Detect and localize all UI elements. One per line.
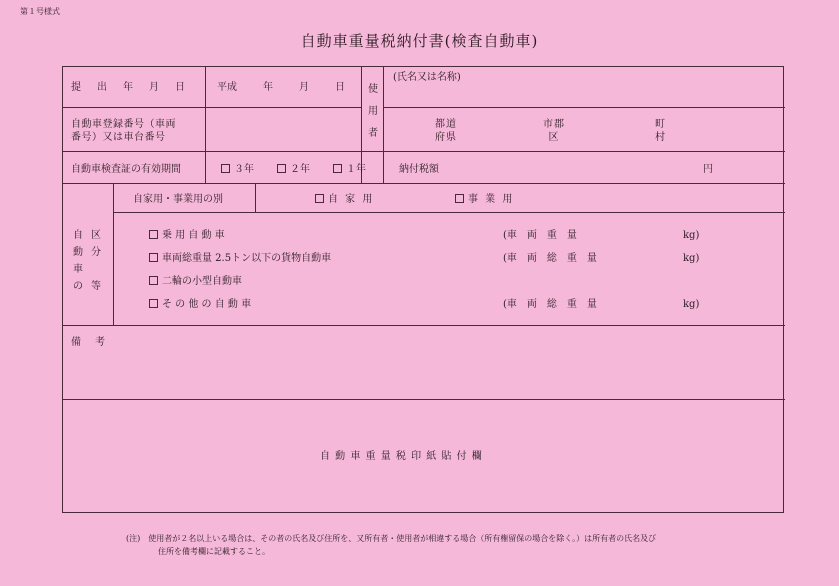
weight-unit: kg) — [683, 230, 700, 241]
era-label: 平成 — [217, 82, 237, 93]
divider — [383, 67, 384, 183]
note-prefix: (注) — [126, 534, 141, 543]
city-label — [543, 119, 565, 144]
registration-number-label — [71, 119, 176, 144]
category-char: 車 — [73, 264, 83, 275]
form-title: 自動車重量税納付書(検査自動車) — [300, 32, 539, 50]
user-name-hint: (氏名又は名称) — [393, 72, 461, 83]
divider — [63, 325, 785, 326]
vehicle-option-motorcycle[interactable] — [149, 276, 242, 289]
category-char — [89, 261, 103, 278]
validity-option-1y[interactable] — [333, 164, 366, 177]
footer-note-line2: 住所を備考欄に記載すること。 — [158, 546, 270, 556]
city-bottom: 区 — [548, 131, 560, 143]
footer-note-line1 — [126, 533, 656, 546]
vehicle-option-passenger[interactable] — [149, 230, 225, 243]
weight-unit: kg) — [683, 299, 700, 310]
validity-option-2y[interactable] — [277, 164, 310, 177]
checkbox[interactable] — [221, 164, 230, 173]
category-char: の — [73, 281, 83, 292]
checkbox[interactable] — [149, 299, 158, 308]
divider — [63, 107, 361, 108]
divider — [113, 183, 114, 325]
checkbox[interactable] — [149, 253, 158, 262]
submit-date-label: 提 出 年 月 日 — [71, 82, 188, 93]
year-label: 年 — [263, 82, 273, 93]
category-label-right — [89, 227, 103, 295]
divider — [383, 107, 785, 108]
category-char: 等 — [91, 281, 101, 292]
month-label: 月 — [299, 82, 309, 93]
divider — [63, 399, 785, 400]
prefecture-label — [435, 119, 457, 144]
user-label-char: 者 — [368, 128, 378, 139]
divider — [255, 183, 256, 212]
vehicle-weight-label: (車 両 総 重 量 — [503, 253, 597, 264]
divider — [63, 151, 785, 152]
user-label — [366, 79, 380, 145]
private-use-option[interactable] — [315, 194, 374, 207]
note-text: 使用者が２名以上いる場合は、その者の氏名及び住所を、又所有者・使用者が相違する場合（所有権留保の場合を除く。）は所有者の氏名及び — [148, 534, 657, 543]
option-label: 乗 用 自 動 車 — [162, 230, 225, 241]
prefecture-top: 都道 — [435, 119, 457, 130]
category-char: 自 — [73, 230, 83, 241]
option-label: そ の 他 の 自 動 車 — [162, 299, 252, 310]
footer-note — [126, 533, 656, 559]
option-label: １年 — [346, 164, 366, 175]
vehicle-weight-label: (車 両 総 重 量 — [503, 299, 597, 310]
day-label: 日 — [335, 82, 345, 93]
checkbox[interactable] — [277, 164, 286, 173]
vehicle-option-truck[interactable] — [149, 253, 331, 266]
checkbox[interactable] — [455, 194, 464, 203]
town-label — [655, 119, 665, 144]
divider — [113, 212, 785, 213]
category-char: 分 — [91, 247, 101, 258]
option-label: 二輪の小型自動車 — [162, 276, 242, 287]
yen-label: 円 — [703, 164, 713, 175]
vehicle-option-other[interactable] — [149, 299, 251, 312]
option-label: 自 家 用 — [328, 194, 375, 205]
business-use-option[interactable] — [455, 194, 514, 207]
user-label-char: 用 — [368, 106, 378, 117]
user-label-char: 使 — [368, 84, 378, 95]
option-label: 車両総重量 2.5トン以下の貨物自動車 — [162, 253, 332, 264]
divider — [205, 67, 206, 183]
tax-amount-label: 納付税額 — [399, 164, 439, 175]
form-frame — [62, 66, 784, 513]
validity-option-3y[interactable] — [221, 164, 254, 177]
option-label: ２年 — [290, 164, 310, 175]
town-top: 町 — [655, 119, 665, 130]
town-bottom: 村 — [655, 131, 665, 143]
stamp-area-label: 自 動 車 重 量 税 印 紙 貼 付 欄 — [320, 451, 483, 462]
form-number: 第１号様式 — [20, 7, 60, 16]
checkbox[interactable] — [333, 164, 342, 173]
option-label: ３年 — [234, 164, 254, 175]
registration-label-line1: 自動車登録番号（車両 — [71, 119, 176, 130]
remarks-label: 備 考 — [71, 337, 107, 348]
category-char: 動 — [73, 247, 83, 258]
category-label-left — [71, 227, 85, 295]
registration-label-line2: 番号）又は車台番号 — [71, 131, 166, 143]
category-char: 区 — [91, 230, 101, 241]
checkbox[interactable] — [149, 230, 158, 239]
checkbox[interactable] — [149, 276, 158, 285]
checkbox[interactable] — [315, 194, 324, 203]
vehicle-weight-label: (車 両 重 量 — [503, 230, 577, 241]
validity-label: 自動車検査証の有効期間 — [71, 164, 181, 175]
city-top: 市郡 — [543, 119, 565, 130]
prefecture-bottom: 府県 — [435, 131, 457, 143]
option-label: 事 業 用 — [468, 194, 515, 205]
weight-unit: kg) — [683, 253, 700, 264]
divider — [63, 183, 785, 184]
use-type-label: 自家用・事業用の別 — [133, 194, 223, 205]
